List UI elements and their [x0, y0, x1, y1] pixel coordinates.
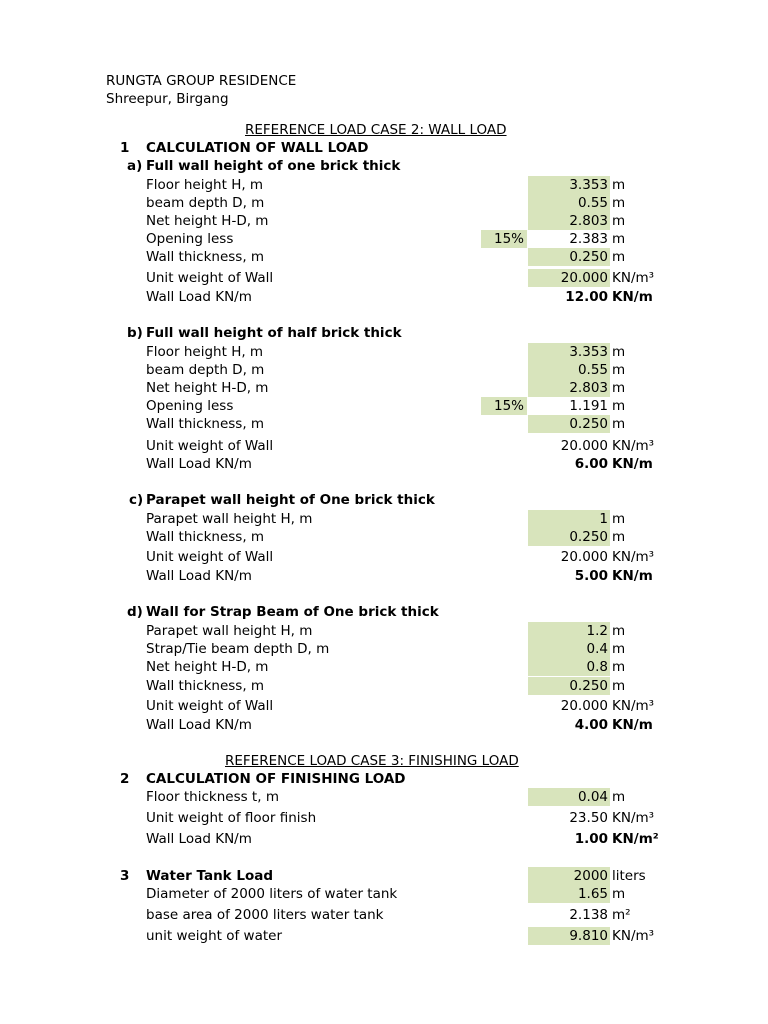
- row-value: 0.4: [586, 641, 608, 657]
- subsection-title: Full wall height of half brick thick: [146, 325, 402, 341]
- row-value: 0.04: [577, 789, 608, 805]
- row-label: Floor height H, m: [146, 177, 264, 193]
- row-unit: m: [612, 641, 626, 657]
- row-unit: m²: [612, 907, 631, 923]
- opening-percent: 15%: [493, 231, 524, 247]
- row-value: 5.00: [574, 568, 608, 584]
- row-unit: m: [612, 195, 626, 211]
- row-label: Strap/Tie beam depth D, m: [146, 641, 330, 657]
- row-unit: m: [612, 344, 626, 360]
- row-value: 23.50: [569, 810, 608, 826]
- row-unit: m: [612, 623, 626, 639]
- row-unit: m: [612, 231, 626, 247]
- row-unit: m: [612, 886, 626, 902]
- row-label: Unit weight of Wall: [146, 438, 274, 454]
- row-value: 0.250: [569, 678, 608, 694]
- row-value: 0.250: [569, 529, 608, 545]
- row-label: Parapet wall height H, m: [146, 623, 313, 639]
- section-heading: CALCULATION OF WALL LOAD: [146, 140, 369, 156]
- row-value: 2.803: [569, 213, 608, 229]
- subsection-label: c): [129, 492, 144, 508]
- location: Shreepur, Birgang: [106, 91, 229, 107]
- row-value: 0.250: [569, 249, 608, 265]
- row-unit: KN/m³: [612, 810, 655, 826]
- row-unit: m: [612, 362, 626, 378]
- row-value: 0.55: [577, 195, 608, 211]
- row-value: 20.000: [560, 549, 608, 565]
- row-value: 20.000: [560, 270, 608, 286]
- row-unit: KN/m: [612, 289, 653, 305]
- row-label: Wall thickness, m: [146, 416, 265, 432]
- row-unit: m: [612, 380, 626, 396]
- subsection-title: Wall for Strap Beam of One brick thick: [146, 604, 439, 620]
- section-heading: CALCULATION OF FINISHING LOAD: [146, 771, 406, 787]
- row-unit: m: [612, 678, 626, 694]
- row-unit: m: [612, 249, 626, 265]
- subsection-title: Full wall height of one brick thick: [146, 158, 401, 174]
- row-value: 6.00: [574, 456, 608, 472]
- row-unit: m: [612, 659, 626, 675]
- row-value: 1.191: [569, 398, 608, 414]
- row-label: Opening less: [146, 398, 234, 414]
- section-number: 3: [120, 868, 130, 884]
- row-value: 2.138: [569, 907, 608, 923]
- row-value: 9.810: [569, 928, 608, 944]
- row-unit: m: [612, 213, 626, 229]
- row-value: 1.65: [577, 886, 608, 902]
- section-heading: Water Tank Load: [146, 868, 274, 884]
- section-number: 1: [120, 140, 130, 156]
- row-label: Wall Load KN/m: [146, 831, 252, 847]
- subsection-label: a): [127, 158, 143, 174]
- tank-capacity-unit: liters: [612, 868, 646, 884]
- subsection-label: d): [127, 604, 143, 620]
- row-value: 0.55: [577, 362, 608, 378]
- row-label: Wall thickness, m: [146, 529, 265, 545]
- row-unit: m: [612, 398, 626, 414]
- row-label: Diameter of 2000 liters of water tank: [146, 886, 398, 902]
- row-unit: m: [612, 529, 626, 545]
- section-number: 2: [120, 771, 130, 787]
- subsection-label: b): [127, 325, 143, 341]
- row-unit: KN/m³: [612, 438, 655, 454]
- row-label: Floor height H, m: [146, 344, 264, 360]
- row-label: Unit weight of floor finish: [146, 810, 317, 826]
- row-unit: KN/m: [612, 456, 653, 472]
- row-unit: m: [612, 416, 626, 432]
- row-label: beam depth D, m: [146, 362, 265, 378]
- row-value: 4.00: [574, 717, 608, 733]
- row-label: Wall Load KN/m: [146, 456, 252, 472]
- row-label: Net height H-D, m: [146, 659, 269, 675]
- row-label: Unit weight of Wall: [146, 698, 274, 714]
- company-name: RUNGTA GROUP RESIDENCE: [106, 73, 297, 89]
- row-unit: m: [612, 789, 626, 805]
- row-unit: KN/m²: [612, 831, 659, 847]
- row-value: 20.000: [560, 438, 608, 454]
- row-value: 3.353: [569, 177, 608, 193]
- row-label: Unit weight of Wall: [146, 549, 274, 565]
- row-unit: KN/m³: [612, 270, 655, 286]
- load-case-3-title: REFERENCE LOAD CASE 3: FINISHING LOAD: [225, 753, 519, 769]
- row-unit: KN/m: [612, 568, 653, 584]
- row-unit: m: [612, 177, 626, 193]
- row-value: 0.8: [586, 659, 608, 675]
- tank-capacity-value: 2000: [573, 868, 608, 884]
- row-unit: KN/m: [612, 717, 653, 733]
- row-unit: KN/m³: [612, 549, 655, 565]
- row-value: 1.00: [574, 831, 608, 847]
- row-label: Net height H-D, m: [146, 213, 269, 229]
- row-unit: m: [612, 511, 626, 527]
- row-label: Wall Load KN/m: [146, 289, 252, 305]
- row-label: base area of 2000 liters water tank: [146, 907, 384, 923]
- row-value: 2.383: [569, 231, 608, 247]
- row-label: Unit weight of Wall: [146, 270, 274, 286]
- row-label: Floor thickness t, m: [146, 789, 279, 805]
- row-value: 0.250: [569, 416, 608, 432]
- row-value: 20.000: [560, 698, 608, 714]
- row-unit: KN/m³: [612, 928, 655, 944]
- row-label: Parapet wall height H, m: [146, 511, 313, 527]
- subsection-title: Parapet wall height of One brick thick: [146, 492, 435, 508]
- row-label: Wall Load KN/m: [146, 717, 252, 733]
- row-label: Wall Load KN/m: [146, 568, 252, 584]
- row-label: unit weight of water: [146, 928, 283, 944]
- row-unit: KN/m³: [612, 698, 655, 714]
- row-value: 12.00: [565, 289, 608, 305]
- row-label: Wall thickness, m: [146, 678, 265, 694]
- row-label: Net height H-D, m: [146, 380, 269, 396]
- row-value: 1.2: [586, 623, 608, 639]
- row-label: Opening less: [146, 231, 234, 247]
- row-value: 2.803: [569, 380, 608, 396]
- opening-percent: 15%: [493, 398, 524, 414]
- row-label: Wall thickness, m: [146, 249, 265, 265]
- row-value: 3.353: [569, 344, 608, 360]
- row-value: 1: [599, 511, 608, 527]
- row-label: beam depth D, m: [146, 195, 265, 211]
- load-case-2-title: REFERENCE LOAD CASE 2: WALL LOAD: [245, 122, 507, 138]
